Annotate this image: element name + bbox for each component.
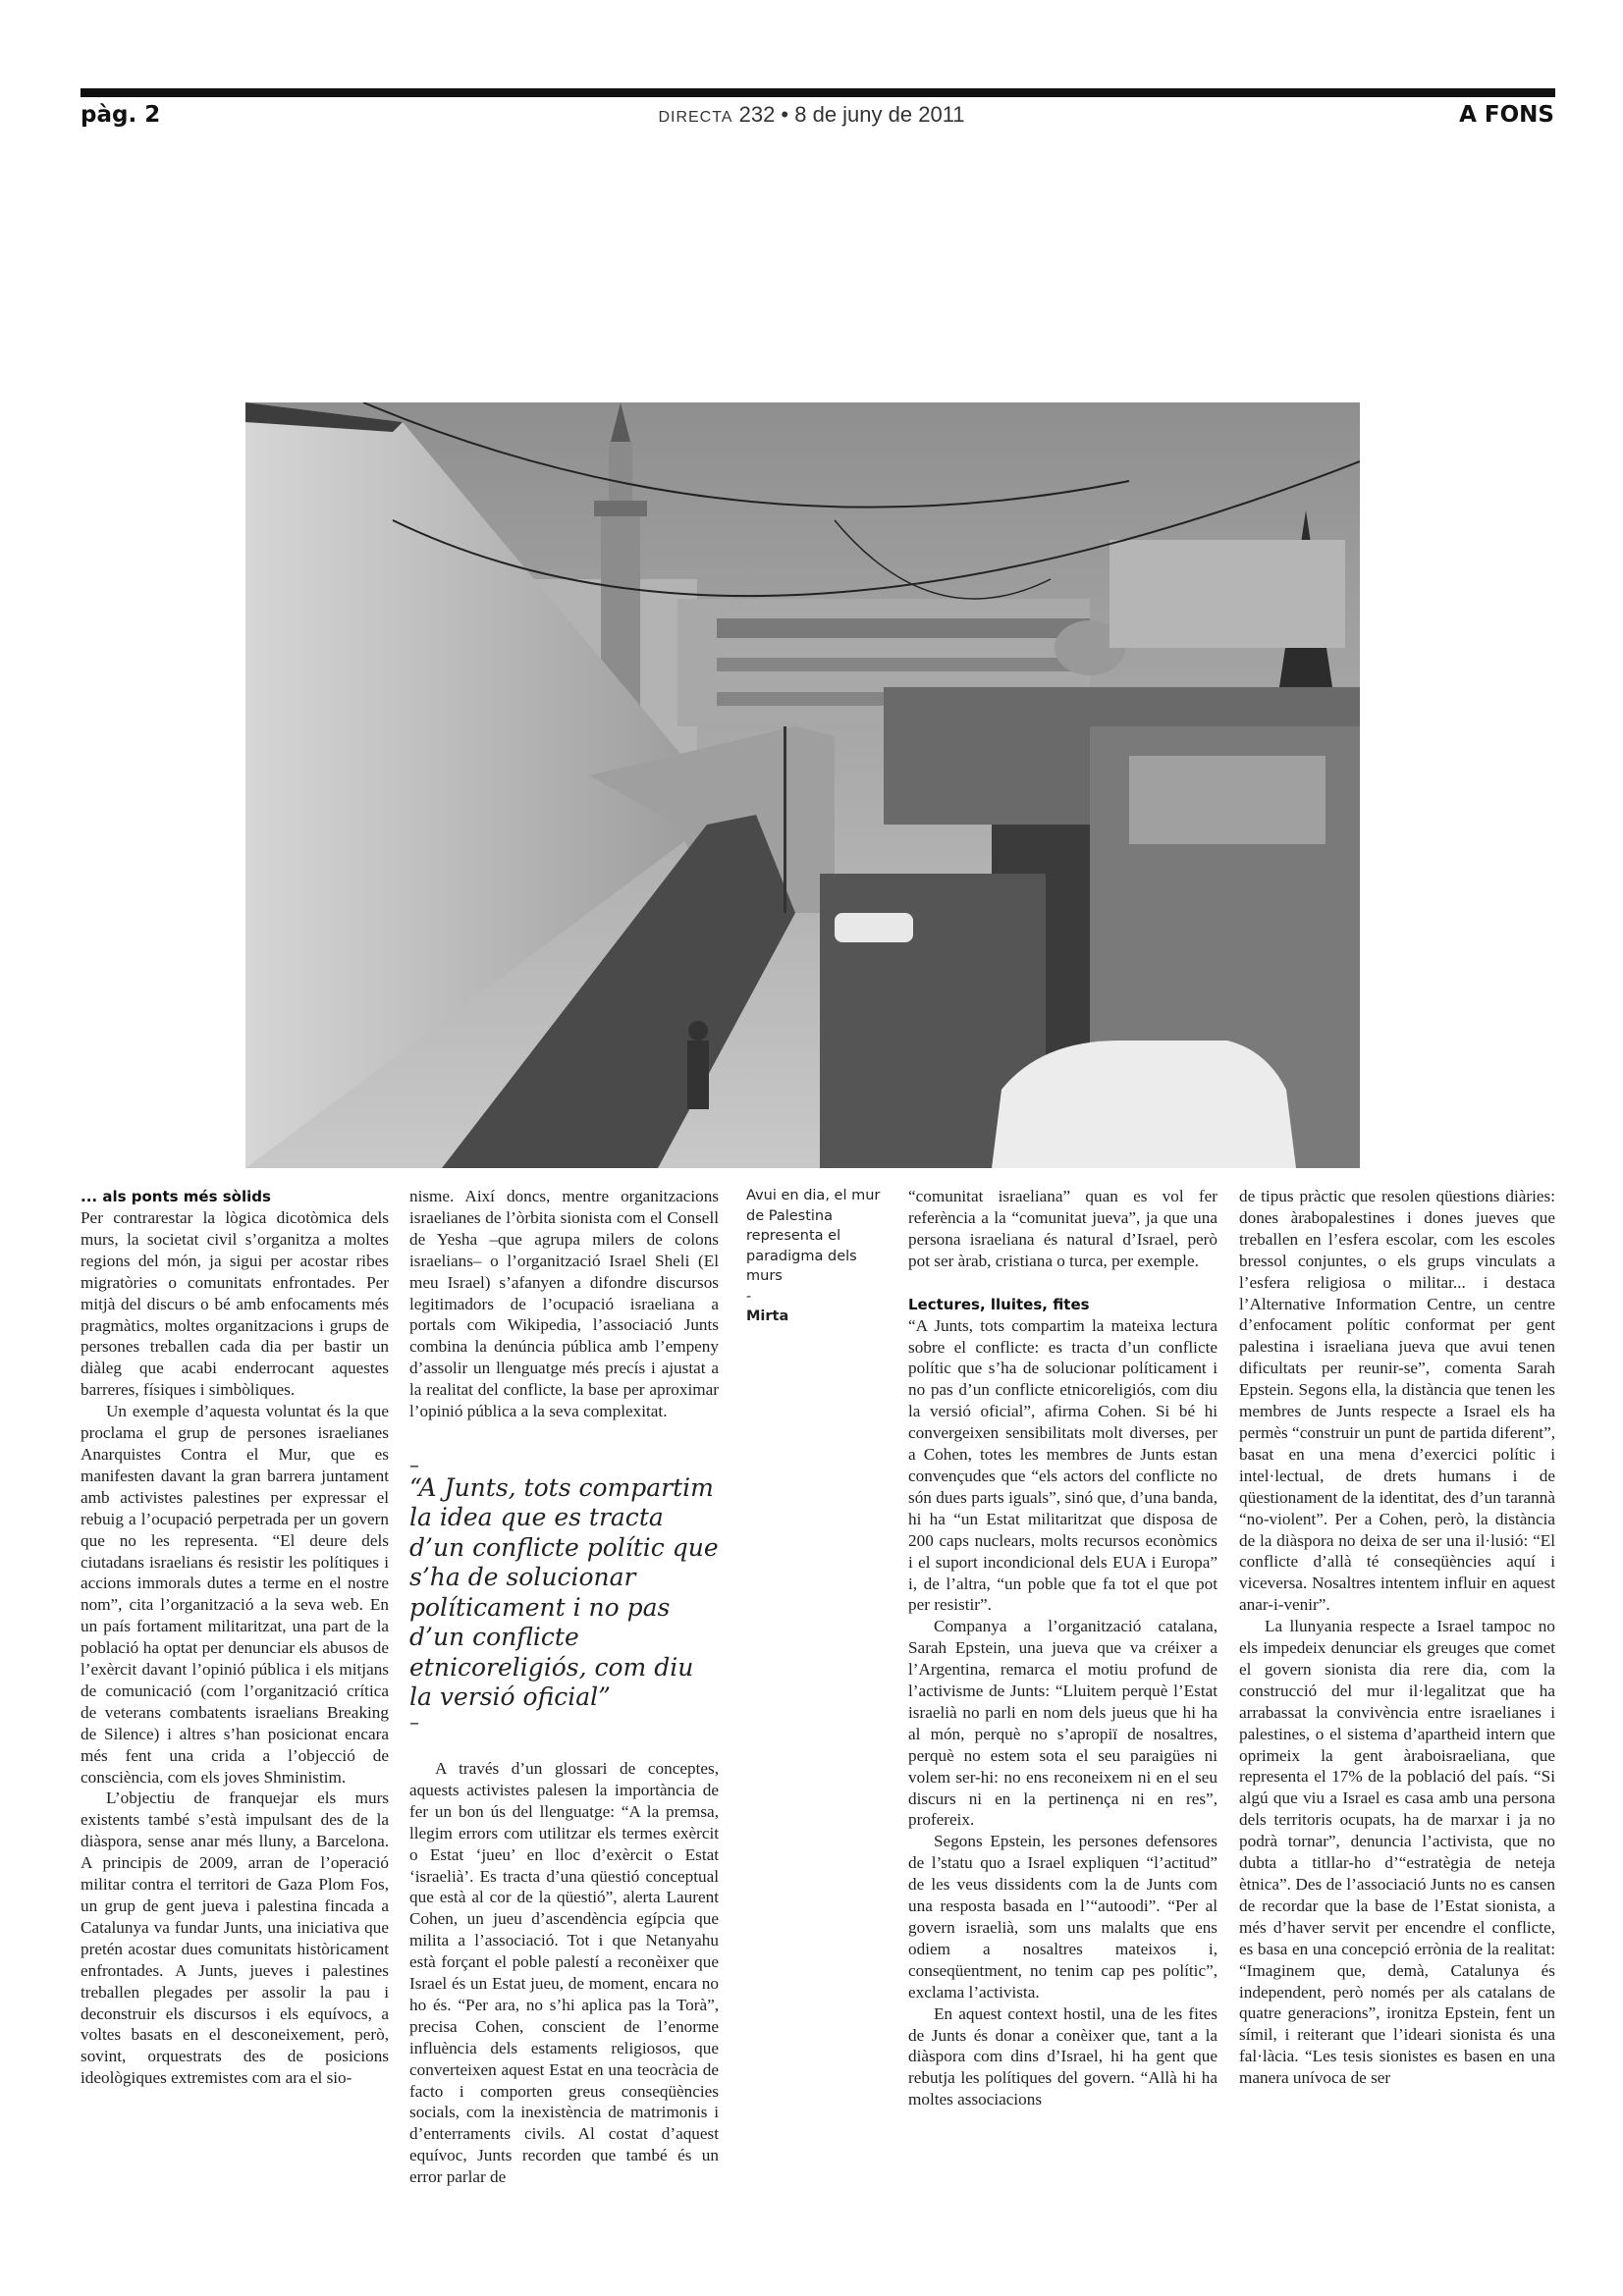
pull-quote-dash: – <box>409 1452 419 1476</box>
paragraph: L’objectiu de franquejar els murs existents també s’està impulsant des de la diàspora, sense anar més lluny, a Barcelona. A principis de 2009, arran de l’operació militar contra el territori de Gaza Plom Fos, un grup de gent jueva i palestina fincada a Catalunya va fundar Junts, una iniciativa que pretén acostar dues comunitats històricament enfrontades. A Junts, jueves i palestines treballen plegades per assolir la pau i deconstruir els discursos i els equívocs, a voltes basats en el desconeixement, però, sovint, orquestrats des de posicions ideològiques extremistes com ara el sio- <box>81 1789 389 2088</box>
photo-image <box>245 402 1360 1168</box>
subheading-lectures: Lectures, lluites, fites <box>908 1295 1090 1313</box>
photo-wall-bethlehem <box>245 402 1360 1168</box>
pull-quote-text: “A Junts, tots compartim la idea que es tracta d’un conflicte polític que s’ha de solucionar políticament i no pas d’un conflicte etnicoreligiós, com diu la versió oficial” <box>409 1472 719 1712</box>
pull-quote-dash-end: – <box>409 1709 419 1734</box>
page-number: pàg. 2 <box>81 102 161 128</box>
paragraph: Companya a l’organització catalana, Sarah Epstein, una jueva que va créixer a l’Argentina, remarca el motiu profund de l’activisme de Junts: “Lluitem perquè l’Estat israelià no parli en nom dels jueus que hi ha al món, perquè no s’apropiï de nosaltres, perquè no estem sota el seu paraigües ni volem ser-hi: no ens reconeixem ni en el seu discurs ni en la pertinença ni en res”, profereix. <box>908 1617 1217 1830</box>
column-4 <box>908 1186 1217 2110</box>
column-1 <box>81 1186 389 2089</box>
issue-date: 232 • 8 de juny de 2011 <box>738 102 965 127</box>
caption-author: Mirta <box>746 1308 789 1324</box>
paragraph: “comunitat israeliana” quan es vol fer referència a la “comunitat jueva”, ja que una persona israeliana és natural d’Israel, però pot ser àrab, cristiana o turca, per exemple. <box>908 1187 1217 1270</box>
photo-caption <box>746 1186 893 1327</box>
caption-dash: - <box>746 1288 752 1305</box>
section-name: A FONS <box>1459 102 1554 128</box>
column-2 <box>409 1186 719 2188</box>
masthead <box>0 102 1623 128</box>
paragraph: La llunyania respecte a Israel tampoc no els impedeix denunciar els greuges que comet el govern sionista dia rere dia, com la construcció del mur il·legalitzat que ha arrabassat la convivència entre israelianes i palestines, o el sistema d’apartheid intern que oprimeix la gent àraboisraeliana, que representa el 17% de la població del país. “Si algú que viu a Israel es casa amb una persona dels territoris ocupats, ha de marxar i ja no podrà tornar”, denuncia l’activista, que no dubta a titllar-ho d’“estratègia de neteja ètnica”. Des de l’associació Junts no es cansen de recordar que la base de l’Estat sionista, a més d’haver servit per encendre el conflicte, es basa en una concepció errònia de la realitat: “Imaginem que, demà, Catalunya és independent, però només per als catalans de quatre generacions”, ironitza Epstein, fent un símil, i reiterant que l’ideari sionista és una fal·làcia. “Les tesis sionistes es basen en una manera unívoca de ser <box>1239 1617 1555 2088</box>
paragraph: A través d’un glossari de conceptes, aquests activistes palesen la importància de fer un bon ús del llenguatge: “A la premsa, llegim errors com utilitzar els termes exèrcit o Estat ‘jueu’ en lloc d’exèrcit o Estat ‘israelià’. Es tracta d’una qüestió conceptual que està al cor de la qüestió”, alerta Laurent Cohen, un jueu d’ascendència egípcia que milita a l’associació. Tot i que Netanyahu està forçant el poble palestí a reconèixer que Israel és un Estat jueu, de moment, encara no ho és. “Per ara, no s’hi aplica pas la Torà”, precisa Cohen, conscient de l’enorme influència dels estaments religiosos, que converteixen aquest Estat en una teocràcia de facto i comporten greus conseqüències socials, com la inexistència de matrimonis i d’enterraments civils. Al costat d’aquest equívoc, Junts recorden que també és un error parlar de <box>409 1758 719 2187</box>
caption-text: Avui en dia, el mur de Palestina representa el paradigma dels murs <box>746 1188 881 1284</box>
paragraph: Segons Epstein, les persones defensores de l’statu quo a Israel expliquen “l’actitud” de les veus dissidents com la de Junts com una resposta basada en l’“autoodi”. “Per al govern israelià, som uns malalts que ens odiem a nosaltres mateixos i, conseqüentment, no tenim cap pes polític”, exclama l’activista. <box>908 1832 1217 2002</box>
header-rule <box>81 88 1555 97</box>
paragraph: Un exemple d’aquesta voluntat és la que proclama el grup de persones israelianes Anarquistes Contra el Mur, que es manifesten davant la gran barrera juntament amb activistes palestines per expressar el rebuig a l’ocupació perpetrada per un govern que no les representa. “El deure dels ciutadans israelians és resistir les polítiques i accions immorals dutes a terme en el nostre nom”, cita l’organització a la seva web. En un país fortament militaritzat, una part de la població ha optat per denunciar els abusos de l’exèrcit davant l’opinió pública i els mitjans de comunicació (com l’organització crítica de veterans combatents israelians Breaking de Silence) i altres s’han posicionat encara més fent una crida a l’objecció de consciència, com els joves Shministim. <box>81 1402 389 1787</box>
paragraph: de tipus pràctic que resolen qüestions diàries: dones àrabopalestines i dones jueves que treballen en l’esfera escolar, com les escoles bressol conjuntes, o els grups vinculats a l’esfera religiosa o militar... i destaca l’Alternative Information Centre, un centre d’enfocament polític conformat per gent palestina i israeliana jueva que avui tenen dificultats per reunir-se”, comenta Sarah Epstein. Segons ella, la distància que tenen les membres de Junts respecte a Israel els ha permès “construir un punt de partida diferent”, basat en una mena d’exercici polític i intel·lectual, de drets humans i de qüestionament de la identitat, des d’un tarannà “no-violent”. Per a Cohen, però, la distància de la diàspora no deixa de ser una il·lusió: “El conflicte d’allà té conseqüències aquí i viceversa. Nosaltres intentem influir en aquest anar-i-venir”. <box>1239 1187 1555 1615</box>
paragraph: “A Junts, tots compartim la mateixa lectura sobre el conflicte: es tracta d’un conflicte polític que s’ha de solucionar políticament i no pas d’un conflicte etnicoreligiós, com diu la versió oficial”, afirma Cohen. Si bé hi convergeixen sensibilitats molt diverses, per a Cohen, totes les membres de Junts estan convençudes que “els actors del conflicte no són dues parts iguals”, sinó que, d’una banda, hi ha “un Estat militaritzat que disposa de 200 caps nuclears, molts recursos econòmics i el suport incondicional dels EUA i Europa” i, de l’altra, “un poble que fa tot el que pot per resistir”. <box>908 1315 1217 1615</box>
column-5 <box>1239 1186 1555 2089</box>
paragraph: En aquest context hostil, una de les fites de Junts és donar a conèixer que, tant a la diàspora com dins d’Israel, hi ha gent que rebutja les polítiques del govern. “Allà hi ha moltes associacions <box>908 2003 1217 2109</box>
subheading-ponts: ... als ponts més sòlids <box>81 1188 271 1205</box>
paragraph: Per contrarestar la lògica dicotòmica dels murs, la societat civil s’organitza a moltes regions del món, ja sigui per acostar ribes migratòries o comunitats enfrontades. Per mitjà del discurs o bé amb enfocaments més pragmàtics, moltes organitzacions i grups de persones treballen cada dia per bastir un diàleg que acabi enderrocant aquestes barreres, físiques i simbòliques. <box>81 1208 389 1400</box>
pull-quote <box>409 1452 719 1734</box>
publication-name: DIRECTA <box>658 109 733 126</box>
paragraph: nisme. Així doncs, mentre organitzacions israelianes de l’òrbita sionista com el Consell de Yesha –que agrupa milers de colons israelians– o l’organització Israel Sheli (El meu Israel) s’afanyen a difondre discursos legitimadors de l’ocupació israeliana a portals com Wikipedia, l’associació Junts combina la denúncia pública amb l’empeny d’assolir un llenguatge més precís i ajustat a la realitat del conflicte, la base per aproximar l’opinió pública a la seva complexitat. <box>409 1187 719 1421</box>
